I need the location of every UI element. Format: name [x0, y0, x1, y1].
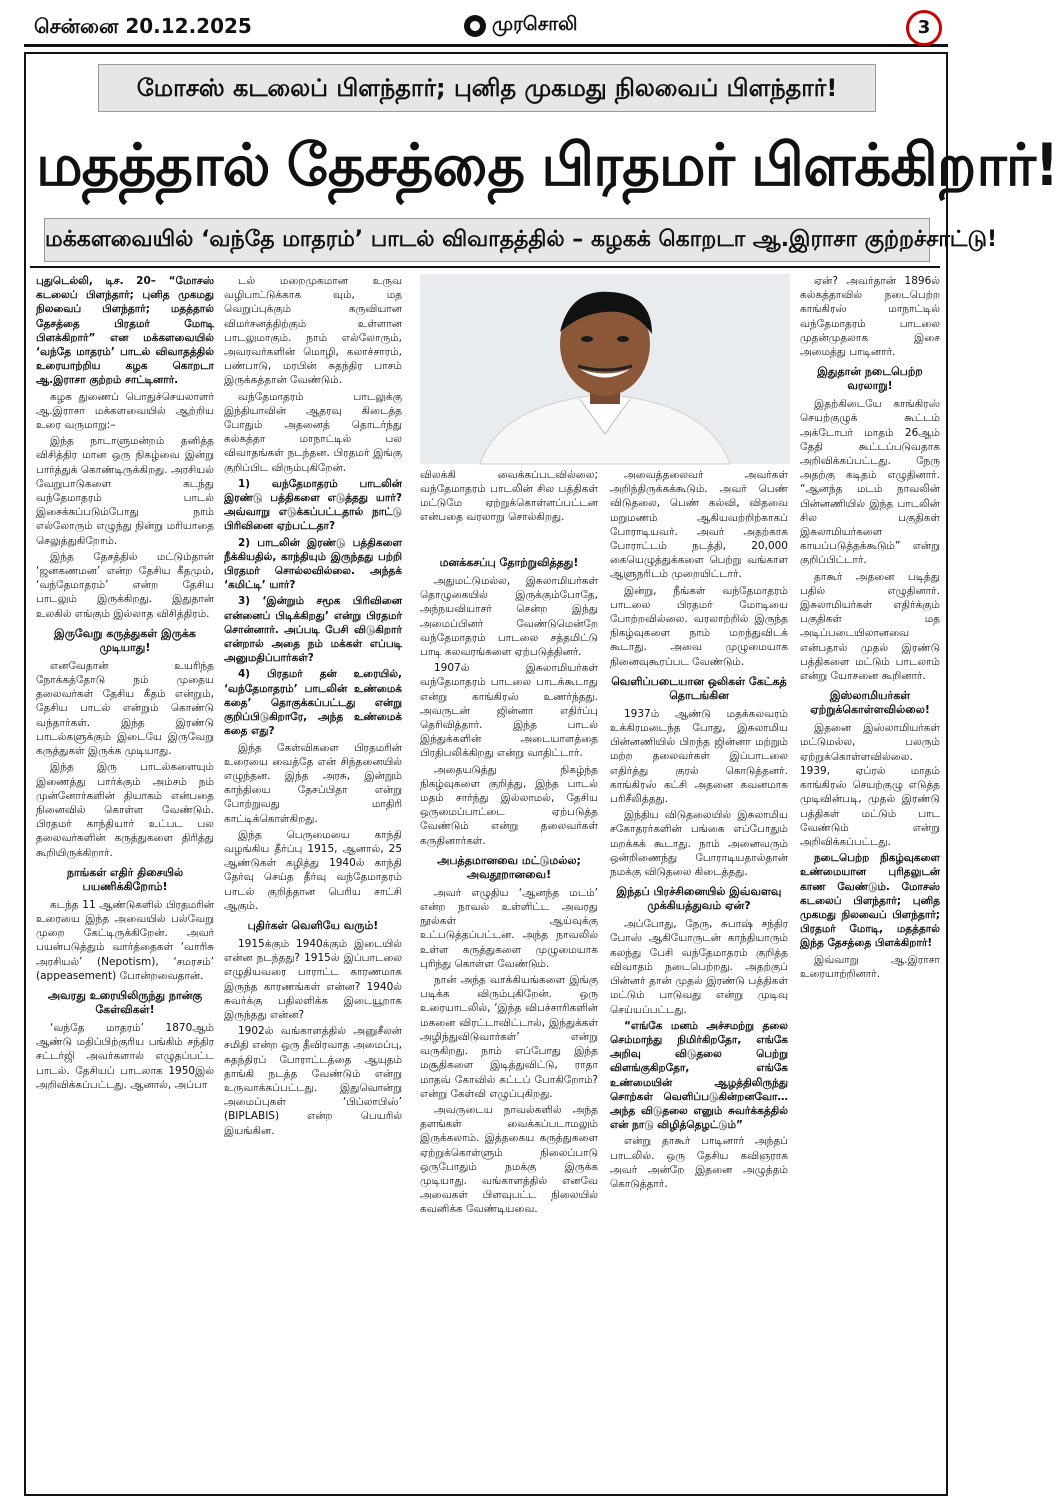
sub-headline: மக்களவையில் ‘வந்தே மாதரம்’ பாடல் விவாதத்தில் – கழகக் கொறடா ஆ.இராசா குற்றச்சாட்டு! — [44, 218, 930, 262]
paragraph: இன்று, நீங்கள் வந்தேமாதரம் பாடலை பிரதமர் மோடியை போற்றவில்லை. வரலாற்றில் இருந்த நிகழ்வுகளை நாம் மறந்துவிடக் கூடாது. அவை முழுமையாக நினைவுகூரப்பட வேண்டும். — [610, 584, 788, 668]
column-5 — [800, 274, 940, 1479]
paragraph: அதையடுத்து நிகழ்ந்த நிகழ்வுகளை குறித்து, இந்த பாடல் மதம் சார்ந்து இல்லாமல், தேசிய ஒருமைப்பாட்டை ஏற்படுத்த வேண்டும் என்று தலைவர்கள் கருதினார்கள். — [420, 763, 598, 847]
lead-paragraph: புதுடெல்லி, டிச. 20– “மோசஸ் கடலைப் பிளந்தார்; புனித முகமது நிலவைப் பிளந்தார்; மதத்தால் தேசத்தை பிரதமர் மோடி பிளக்கிறார்” என மக்களவையில் ‘வந்தே மாதரம்’ பாடல் விவாதத்தில் உரையாற்றிய கழக கொறடா ஆ.இராசா குற்றம் சாட்டினார். — [36, 275, 214, 387]
subheading: அவரது உரையிலிருந்து நான்கு கேள்விகள்! — [47, 988, 203, 1016]
paragraph: 1915க்கும் 1940க்கும் இடையில் என்ன நடந்தது? 1915ல் இப்பாடலை எழுதியவரை பாராட்ட காரணமாக இருந்த காரணங்கள் என்ன? 1940ல் சுவர்க்கு பதிலளிக்க இடையூறாக இருந்தது என்ன? — [224, 937, 402, 1021]
subheading: இஸ்லாமியர்கள் ஏற்றுக்கொள்ளவில்லை! — [810, 689, 930, 717]
paragraph: இந்திய விடுதலையில் இசுலாமிய சகோதரர்களின் பங்கை எப்போதும் மறக்கக் கூடாது. நாம் அனைவரும் ஒன்றிணைந்து போராடியதால்தான் நமக்கு விடுதலை கிடைத்தது. — [610, 809, 788, 879]
paragraph: தாகூர் அதனை படித்து பதில் எழுதினார். இசுலாமியர்கள் எதிர்க்கும் பகுதிகள் மத அடிப்படையிலானவை என்பதால் முதல் இரண்டு பத்திகளை மட்டும் பாடலாம் என்று யோசனை கூறினார். — [800, 570, 940, 683]
paragraph: 1902ல் வங்காளத்தில் அனுசீலன் சமிதி என்ற ஒரு தீவிரவாத அமைப்பு, சுதந்திரப் போராட்டத்தை ஆயுதம் தாங்கி நடத்த வேண்டும் என்று உருவாக்கப்பட்டது. இதுவொன்று அமைப்புகள் ‘பிப்லாபிஸ்’ (BIPLABIS) என்ற பெயரில் இயங்கின. — [224, 1025, 402, 1137]
paper-name — [464, 13, 578, 38]
paragraph: டல் மறைமுகமான உருவ வழிபாட்டுக்காக வும், மத வெறுப்புக்கும் கருவியான விமர்சனத்திற்கும் உள்ளான பாடலுமாகும். நாம் எல்லோரும், அவரவர்களின் மொழி, கலாச்சாரம், பண்பாடு, மரபின் சுதந்திர பாசம் இருக்கத்தான் வேண்டும். — [224, 275, 402, 387]
paragraph: அவர் எழுதிய ‘ஆனந்த மடம்’ என்ற நாவல் உள்ளிட்ட அவரது நூல்கள் ஆய்வுக்கு உட்படுத்தப்பட்டன. அந்த நாவலில் உள்ள கருத்துகளை முழுமையாக புரிந்து கொள்ள வேண்டும். — [420, 886, 598, 970]
paragraph: நான் அந்த வாக்கியங்களை இங்கு படிக்க விரும்புகிறேன். ஒரு உரையாடலில், ‘இந்த விபச்சாரிகளின் மகனை விரட்டாவிட்டால், இந்துக்கள் அழிந்துவிடுவார்கள்’ என்று வருகிறது. நாம் எப்போது இந்த மசூதிகளை இடித்துவிட்டு, ராதா மாதவ் கோவில் கட்டப் போகிறோம்? என்று கேள்வி எழுப்புகிறது. — [420, 974, 598, 1100]
paragraph: இந்த கேள்விகளை பிரதமரின் உரையை வைத்தே என் சிந்தனையில் எழுந்தன. இந்த அரசு, இன்றும் காந்தியை தேசப்பிதா என்று போற்றுவது மாதிரி காட்டிக்கொள்கிறது. — [224, 741, 402, 825]
subheading: மனக்கசப்பு தோற்றுவித்தது! — [439, 556, 579, 569]
subheading: புதிர்கள் வெளியே வரும்! — [247, 918, 379, 932]
paper-title: முரசொலி — [492, 13, 578, 35]
paragraph: எனவேதான் உயரிந்த நோக்கத்தோடு நம் முதைய தலைவர்கள் தேசிய கீதம் என்றும், தேசிய பாடல் என்றும் கொண்டு வந்தார்கள். இந்த இரண்டு பாடல்களுக்கும் இடையே இருவேறு கருத்துகள் இருக்க முடியாது. — [36, 659, 214, 758]
paragraph: இவ்வாறு ஆ.இராசா உரையாற்றினார். — [800, 953, 940, 980]
edition-date: சென்னை 20.12.2025 — [34, 14, 252, 38]
paragraph: கழக துணைப் பொதுச்செயலாளர் ஆ.இராசா மக்களவையில் ஆற்றிய உரை வருமாறு:– — [36, 390, 214, 432]
question: 3) ‘இன்றும் சமூக பிரிவினை என்னைப் பிடிக்கிறது’ என்று பிரதமர் சொன்னார். அப்படி பேசி விடுகிறார் என்றால் அதை நம் மக்கள் எப்படி அனுமதிப்பார்கள்? — [224, 595, 402, 665]
column-2 — [224, 274, 402, 1479]
paragraph: கடந்த 11 ஆண்டுகளில் பிரதமரின் உரையை இந்த அவையில் பல்வேறு முறை கேட்டிருக்கிறேன். அவர் பயன்படுத்தும் வார்த்தைகள் ‘வாரிசு அரசியல்’ (Nepotism), ‘சமரசம்’ (appeasement) போன்றவைதான். — [36, 898, 214, 982]
kicker-line: மோசஸ் கடலைப் பிளந்தார்; புனித முகமது நிலவைப் பிளந்தார்! — [98, 64, 876, 112]
subheading: இந்தப் பிரச்சினையில் இவ்வளவு முக்கியத்துவம் ஏன்? — [616, 885, 782, 913]
paragraph: அவருடைய நாவல்களில் அந்த தளங்கள் வைக்கப்படாமலும் இருக்கலாம். இத்தகைய கருத்துகளை ஏற்றுக்கொள்ளும் நிலைப்பாடு ஒருபோதும் நமக்கு இருக்க முடியாது. வங்காளத்தில் எனவே அவைகள் பிளவுபட்ட நிலையில் கவனிக்க வேண்டியவை. — [420, 1103, 598, 1216]
paragraph: ஏன்? அவர்தான் 1896ல் கல்கத்தாவில் நடைபெற்ற காங்கிரஸ் மாநாட்டில் வந்தேமாதரம் பாடலை முதன்முதலாக இசை அமைத்து பாடினார். — [800, 275, 940, 359]
paragraph: இதற்கிடையே காங்கிரஸ் செயற்குழுக் கூட்டம் அக்டோபர் மாதம் 26ஆம் தேதி கூட்டப்படுவதாக அறிவிக்கப்பட்டது. நேரு அதற்கு கடிதம் எழுதினார். “ஆனந்த மடம் நாவலின் பின்னணியில் இந்த பாடலின் சில பகுதிகள் இசுலாமியர்களை காயப்படுத்தக்கூடும்” என்று குறிப்பிட்டார். — [800, 398, 940, 567]
column-3 — [420, 550, 598, 1480]
closing-paragraph: நடைபெற்ற நிகழ்வுகளை உண்மையான புரிதலுடன் காண வேண்டும். மோசஸ் கடலைப் பிளந்தார்; புனித முகமது நிலவைப் பிளந்தார்; பிரதமர் மோடி, மதத்தால் இந்த தேசத்தை பிளக்கிறார்! — [800, 852, 940, 950]
paragraph: அவைத்தலைவர் அவர்கள் அறிந்திருக்கக்கூடும். அவர் பெண் விடுதலை, பெண் கல்வி, விதவை மறுமணம் ஆகியவற்றிற்காகப் போராடியவர். அவர் அதற்காக போராட்டம் நடத்தி, 20,000 கையெழுத்துக்களை பெற்று வங்காள ஆளுநரிடம் முறையிட்டார். — [610, 469, 788, 581]
portrait-illustration — [420, 274, 790, 464]
paragraph: இந்த பெருமையை காந்தி வழங்கிய தீர்ப்பு 1915, ஆனால், 25 ஆண்டுகள் கழித்து 1940ல் காந்தி தேர்வு செய்த தீர்வு வந்தேமாதரம் பாடல் குறித்தான பெரிய சாட்சி ஆகும். — [224, 828, 402, 912]
subheading: வெளிப்படையான ஒலிகள் கேட்கத் தொடங்கின — [611, 674, 787, 702]
paragraph: 1937ம் ஆண்டு மதக்கலவரம் உக்கிரமடைந்த போது, இசுலாமிய பின்னணியில் பிறந்த ஜின்னா மற்றும் மற்ற தலைவர்கள் இப்பாடலை எதிர்த்து குரல் கொடுத்தனர். காங்கிரஸ் கட்சி அதனை கவனமாக பரிசீலித்தது. — [610, 707, 788, 806]
verse-quote: “எங்கே மனம் அச்சமற்று தலை செம்மாந்து நிமிர்கிறதோ, எங்கே அறிவு விடுதலை பெற்று விளங்குகிறதோ, எங்கே உண்மையின் ஆழத்திலிருந்து சொற்கள் வெளிப்படுகின்றனவோ… அந்த விடுதலை எனும் சுவர்க்கத்தில் என் நாடு விழித்தெழட்டும்” — [610, 1019, 788, 1132]
paragraph: அதுமட்டுமல்ல, இசுலாமியர்கள் தொழுகையில் இருக்கும்போதே, அந்நயவியாசர் சென்ற இந்து அமைப்பினர் வேண்டுமென்றே வந்தேமாதரம் பாடலை சத்தமிட்டு பாடி கலவரங்களை ஏற்படுத்தினர். — [420, 575, 598, 659]
sun-logo-icon — [464, 15, 486, 37]
paragraph: 1907ல் இசுலாமியர்கள் வந்தேமாதரம் பாடலை பாடக்கூடாது என்று காங்கிரஸ் உணர்ந்தது. அவருடன் ஜின்னா எதிர்ப்பு தெரிவித்தார். இந்த பாடல் இந்துக்களின் அடையாளத்தை பிரதிபலிக்கிறது என்று வாதிட்டார். — [420, 662, 598, 760]
paragraph: அப்போது, நேரு, சுபாஷ் சந்திர போஸ் ஆகியோருடன் காந்தியாரும் கலந்து பேசி வந்தேமாதரம் குறித்த விவாதம் நடைபெற்றது. அதற்குப் பின்னர் தான் முதல் இரண்டு பத்திகள் மட்டும் பாடுவது என்று முடிவு செய்யப்பட்டது. — [610, 918, 788, 1016]
question: 4) பிரதமர் தன் உரையில், ‘வந்தேமாதரம்’ பாடலின் உண்மைக் கதை’ தொகுக்கப்பட்டது என்று குறிப்பிடுகிறாரே, அந்த உண்மைக் கதை எது? — [224, 668, 402, 738]
column-1 — [36, 274, 214, 1479]
photo-caption: விலக்கி வைக்கப்படவில்லை; வந்தேமாதரம் பாடலின் சில பத்திகள் மட்டுமே ஏற்றுக்கொள்ளப்பட்டன என்பதை வரலாறு சொல்கிறது. — [420, 469, 598, 523]
subheading: அபத்தமானவை மட்டுமல்ல; அவதூறானவை! — [437, 853, 581, 881]
question: 1) வந்தேமாதரம் பாடலின் இரண்டு பத்திகளை எடுத்தது யார்? அவ்வாறு எடுக்கப்பட்டதால் நாட்டு பிரிவினை ஏற்பட்டதா? — [224, 477, 402, 533]
masthead — [24, 8, 948, 47]
paragraph: இந்த நாடாளுமன்றம் தனித்த விசித்திர மான ஒரு நிகழ்வை இன்று பார்த்துக் கொண்டிருக்கிறது. அரசியல் வேறுபாடுகளை கடந்து வந்தேமாதரம் பாடல் இசைக்கப்படும்போது நாம் எல்லோரும் எழுந்து நின்று மரியாதை செலுத்துகிறோம். — [36, 435, 214, 547]
question: 2) பாடலின் இரண்டு பத்திகளை நீக்கியதில், காந்தியும் இருந்தது பற்றி பிரதமர் சொல்லவில்லை. அந்தக் ‘கமிட்டி’ யார்? — [224, 536, 402, 592]
paragraph: என்று தாகூர் பாடினார் அந்தப் பாடலில். ஒரு தேசிய கவிஞராக அவர் அன்றே இதனை அழுத்தம் கொடுத்தார். — [610, 1135, 788, 1190]
paragraph: இந்த இரு பாடல்களையும் இணைத்து பார்க்கும் அம்சம் நம் முன்னோர்களின் தியாகம் என்பதை நினைவில் கொள்ள வேண்டும். பிரதமர் காந்தியார் உட்பட பல தலைவர்களின் கருத்துகளை திரித்து கூறியிருக்கிறார். — [36, 761, 214, 859]
subheading: நாங்கள் எதிர் திசையில் பயணிக்கிறோம்! — [66, 865, 184, 893]
paragraph: இதனை இஸ்லாமியர்கள் மட்டுமல்ல, பலரும் ஏற்றுக்கொள்ளவில்லை. 1939, ஏப்ரல் மாதம் காங்கிரஸ் செயற்குழு எடுத்த முடிவின்படி, முதல் இரண்டு பத்திகள் மட்டும் பாட வேண்டும் என்று அறிவிக்கப்பட்டது. — [800, 722, 940, 848]
column-4 — [610, 468, 788, 1480]
divider — [30, 266, 940, 268]
page-number: 3 — [906, 10, 942, 46]
subheading: இதுதான் நடைபெற்ற வரலாறு! — [817, 365, 923, 393]
portrait-photo — [420, 274, 790, 464]
main-headline: மதத்தால் தேசத்தை பிரதமர் பிளக்கிறார்! — [36, 131, 1058, 199]
paragraph: ‘வந்தே மாதரம்’ 1870ஆம் ஆண்டு மதிப்பிற்குரிய பங்கிம் சந்திர சட்டர்ஜி அவர்களால் எழுதப்பட்ட பாடல். தேசியப் பாடலாக 1950இல் அறிவிக்கப்பட்டது. ஆனால், அப்பா — [36, 1021, 214, 1091]
paragraph: வந்தேமாதரம் பாடலுக்கு இந்தியாவின் ஆதரவு கிடைத்த போதும் அதனைத் தொடர்ந்து கல்கத்தா மாநாட்டில் பல விவாதங்கள் நடந்தன. பிரதமர் இங்கு குறிப்பிட விரும்புகிறேன். — [224, 390, 402, 474]
paragraph: இந்த தேசத்தில் மட்டும்தான் ‘ஜனகணமன’ என்ற தேசிய கீதமும், ‘வந்தேமாதரம்’ என்ற தேசிய பாடலும் இருக்கிறது. இதுதான் உலகில் எங்கும் இல்லாத விசித்திரம். — [36, 550, 214, 620]
subheading: இருவேறு கருத்துகள் இருக்க முடியாது! — [54, 626, 196, 654]
